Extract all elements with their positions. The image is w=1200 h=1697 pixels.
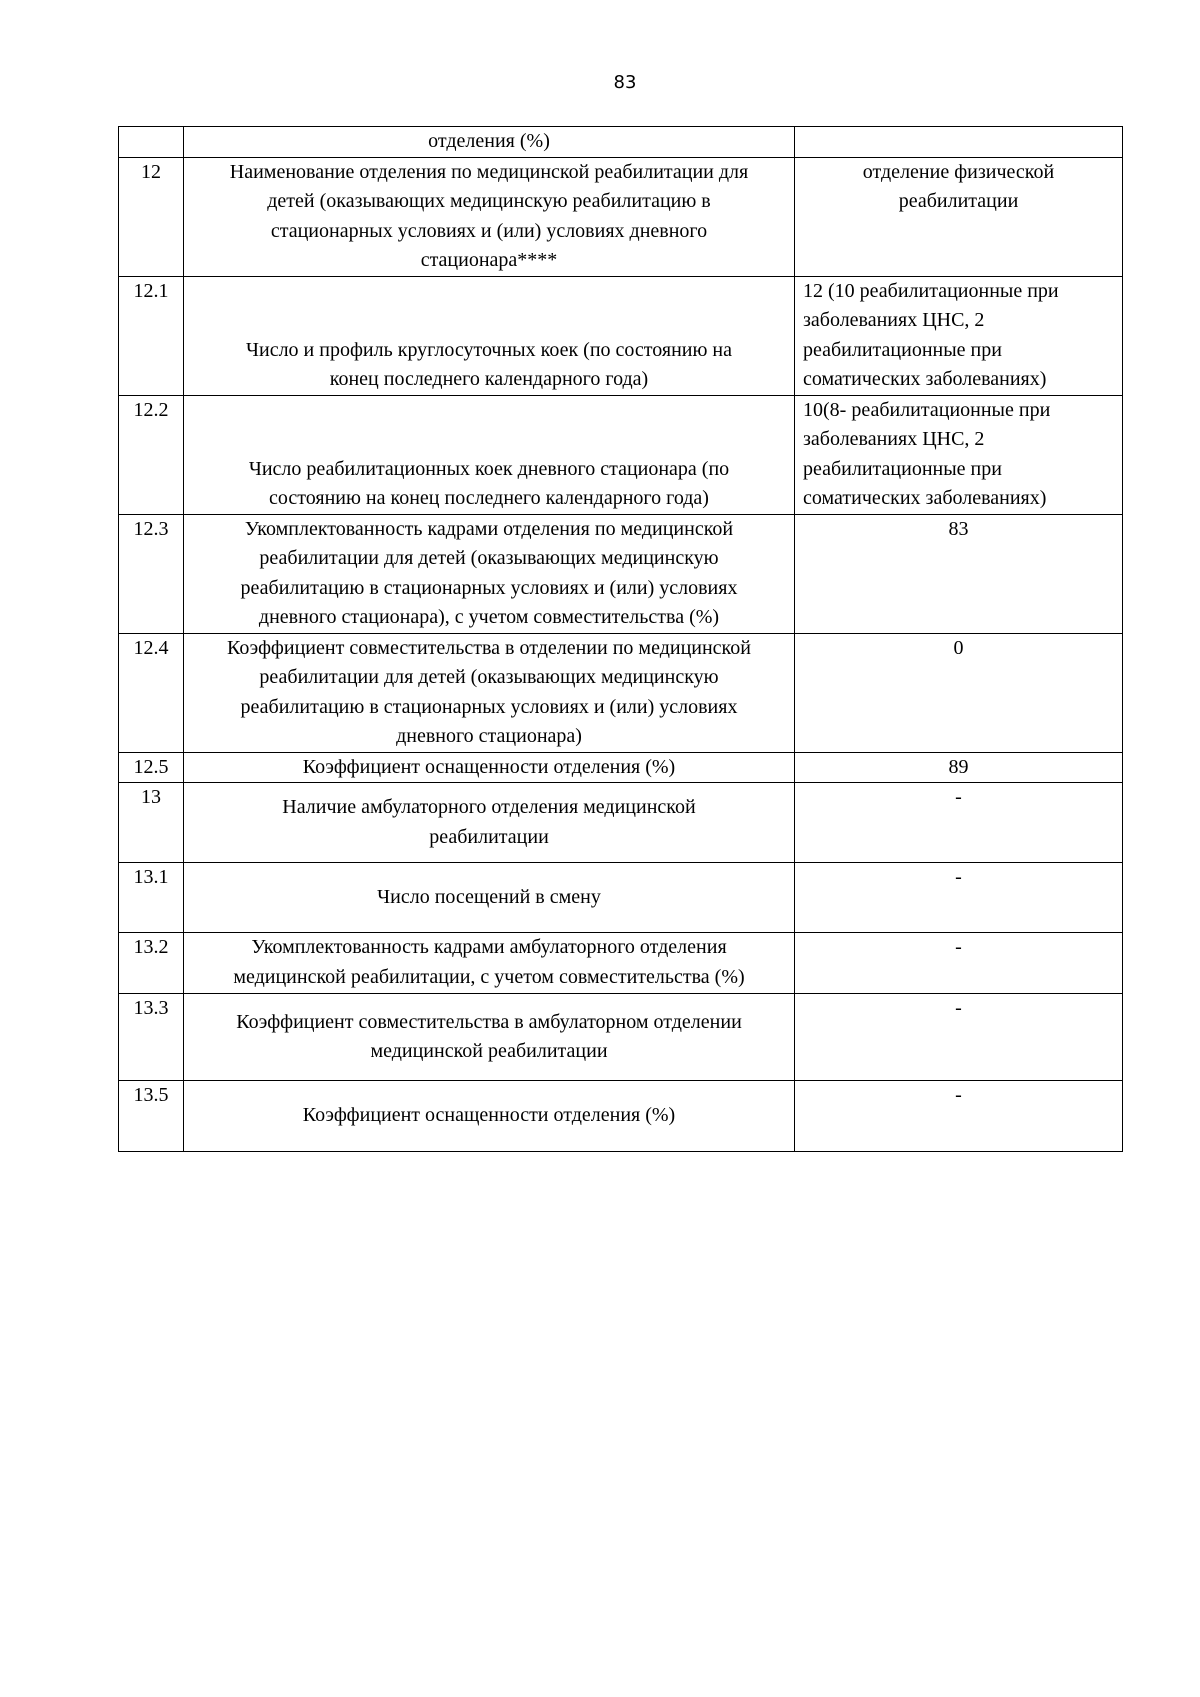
row-number: 12	[119, 157, 184, 276]
row-number: 12.4	[119, 633, 184, 752]
row-number: 12.3	[119, 514, 184, 633]
table-row	[119, 395, 1123, 514]
row-indicator: Коэффициент совместительства в отделении по медицинской реабилитации для детей (оказывающих медицинскую реабилитацию в стационарных условиях и (или) условиях дневного стационара)	[184, 633, 795, 752]
table-row	[119, 1081, 1123, 1152]
row-value: -	[795, 863, 1123, 933]
row-value: 83	[795, 514, 1123, 633]
page-number: 83	[613, 72, 637, 93]
row-number: 12.2	[119, 395, 184, 514]
row-number: 13.2	[119, 933, 184, 994]
table-row	[119, 633, 1123, 752]
table-row	[119, 752, 1123, 783]
row-indicator: Коэффициент совместительства в амбулаторном отделении медицинской реабилитации	[184, 994, 795, 1081]
table-row	[119, 276, 1123, 395]
table-row	[119, 783, 1123, 863]
row-indicator: Коэффициент оснащенности отделения (%)	[184, 1081, 795, 1152]
row-value: -	[795, 933, 1123, 994]
row-indicator: Наличие амбулаторного отделения медицинской реабилитации	[184, 783, 795, 863]
table-row	[119, 157, 1123, 276]
row-indicator: Число посещений в смену	[184, 863, 795, 933]
row-indicator: Коэффициент оснащенности отделения (%)	[184, 752, 795, 783]
table-row	[119, 514, 1123, 633]
row-value	[795, 127, 1123, 158]
row-number: 13.3	[119, 994, 184, 1081]
row-value: 10(8- реабилитационные при заболеваниях ЦНС, 2 реабилитационные при соматических заболеваниях)	[795, 395, 1123, 514]
row-indicator: Число реабилитационных коек дневного стационара (по состоянию на конец последнего календарного года)	[184, 395, 795, 514]
row-number: 12.1	[119, 276, 184, 395]
row-indicator: Число и профиль круглосуточных коек (по состоянию на конец последнего календарного года)	[184, 276, 795, 395]
table-row	[119, 127, 1123, 158]
row-number: 13.1	[119, 863, 184, 933]
row-number: 13	[119, 783, 184, 863]
row-indicator: Укомплектованность кадрами отделения по медицинской реабилитации для детей (оказывающих медицинскую реабилитацию в стационарных условиях и (или) условиях дневного стационара), с учетом совместительства (%)	[184, 514, 795, 633]
table-row	[119, 933, 1123, 994]
row-indicator: Укомплектованность кадрами амбулаторного отделения медицинской реабилитации, с учетом совместительства (%)	[184, 933, 795, 994]
row-value: 0	[795, 633, 1123, 752]
row-indicator: Наименование отделения по медицинской реабилитации для детей (оказывающих медицинскую реабилитацию в стационарных условиях и (или) условиях дневного стационара****	[184, 157, 795, 276]
row-value: -	[795, 994, 1123, 1081]
indicators-table	[118, 126, 1123, 1152]
table-row	[119, 863, 1123, 933]
table-row	[119, 994, 1123, 1081]
row-value: 12 (10 реабилитационные при заболеваниях ЦНС, 2 реабилитационные при соматических заболеваниях)	[795, 276, 1123, 395]
row-value: -	[795, 1081, 1123, 1152]
row-number: 13.5	[119, 1081, 184, 1152]
row-indicator: отделения (%)	[184, 127, 795, 158]
row-value: -	[795, 783, 1123, 863]
row-value: 89	[795, 752, 1123, 783]
row-number	[119, 127, 184, 158]
row-value: отделение физической реабилитации	[795, 157, 1123, 276]
row-number: 12.5	[119, 752, 184, 783]
